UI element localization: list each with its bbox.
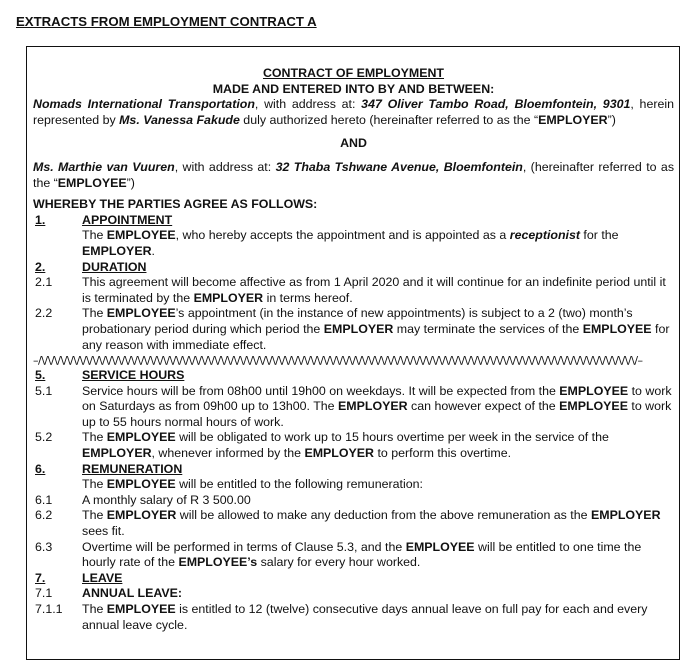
contract-body [33,64,674,633]
extract-heading: EXTRACTS FROM EMPLOYMENT CONTRACT A [16,14,317,29]
section-7-heading: 7. LEAVE [35,570,123,585]
contract-subtitle: MADE AND ENTERED INTO BY AND BETWEEN: [212,81,495,96]
section-6-heading: 6. REMUNERATION [35,461,183,476]
and-separator: AND [340,136,367,151]
section-5-heading: 5. SERVICE HOURS [35,368,185,383]
clause-2-2: 2.2 The EMPLOYEE’s appointment (in the instance of new appointments) is subject to a 2 (two) month’s probationary period during which period the EMPLOYER may terminate the services of the EMPLOYEE for any reason with immediate effect. [35,306,670,352]
employee-party: Ms. Marthie van Vuuren, with address at: 32 Thaba Tshwane Avenue, Bloemfontein, (hereinafter referred to as the “EMPLOYEE”) [33,159,675,190]
contract-title: CONTRACT OF EMPLOYMENT [262,66,445,80]
section-6-intro: The EMPLOYEE will be entitled to the following remuneration: [82,477,423,492]
section-1-text: The EMPLOYEE, who hereby accepts the appointment and is appointed as a receptionist for the EMPLOYER. [82,228,619,258]
clause-6-1: 6.1 A monthly salary of R 3 500.00 [35,492,251,507]
omission-divider: –/\/\/\/\/\/\/\/\/\/\/\/\/\/\/\/\/\/\/\/\/\/\/\/\/\/\/\/\/\/\/\/\/\/\/\/\/\/\/\/\/\/\/\/\/\/\/\/\/\/\/\/\/\/\/\/\/\/\/\/\/\/\/\/\/\/\/\/\/\/\/\/\/\/\/\/\/\/\/\/\/\/\/\/\/\/\/\/\/\/\/\/\/\/– [33,355,643,368]
clause-6-2: 6.2 The EMPLOYER will be allowed to make any deduction from the above remuneration as the EMPLOYER sees fit. [35,508,661,539]
clause-2-1: 2.1 This agreement will become affective as from 1 April 2020 and it will continue for an indefinite period until it is terminated by the EMPLOYER in terms hereof. [35,275,666,305]
section-2-heading: 2. DURATION [35,259,147,274]
clause-6-3: 6.3 Overtime will be performed in terms of Clause 5.3, and the EMPLOYEE will be entitled to one time the hourly rate of the EMPLOYEE’s salary for every hour worked. [35,539,642,570]
section-1-heading: 1. APPOINTMENT [35,212,173,227]
clause-7-1: 7.1 ANNUAL LEAVE: [35,586,183,601]
agreement-intro: WHEREBY THE PARTIES AGREE AS FOLLOWS: [33,197,318,212]
clause-7-1-1: 7.1.1 The EMPLOYEE is entitled to 12 (twelve) consecutive days annual leave on full pay for each and every annual leave cycle. [35,602,648,632]
clause-5-1: 5.1 Service hours will be from 08h00 until 19h00 on weekdays. It will be expected from the EMPLOYEE to work on Saturdays as from 09h00 up to 13h00. The EMPLOYER can however expect of the EMPLOYEE to work up to 55 hours normal hours of work. [35,383,672,429]
clause-5-2: 5.2 The EMPLOYEE will be obligated to work up to 15 hours overtime per week in the service of the EMPLOYER, whenever informed by the EMPLOYER to perform this overtime. [35,430,609,461]
employer-party: Nomads International Transportation, with address at: 347 Oliver Tambo Road, Bloemfontein, 9301, herein represented by Ms. Vanessa Fakude duly authorized hereto (hereinafter referred to as the “EMPLOYER”) [33,97,674,127]
